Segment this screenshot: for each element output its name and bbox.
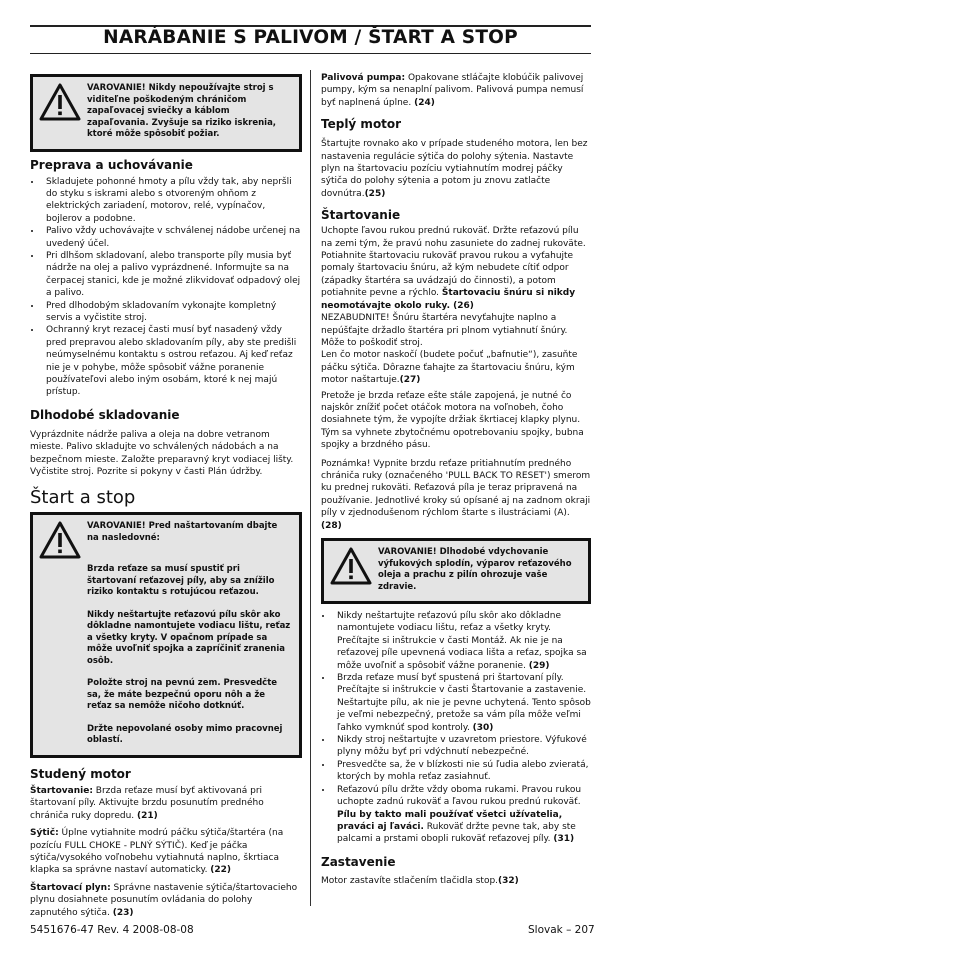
warning-text: Nikdy neštartujte reťazovú pílu skôr ako dôkladne namontujete vodiacu lištu, reťaz a všetky kryty. V opačnom prípade sa môže uvoľniť spojka a zapríčiniť zranenia osôb.	[87, 609, 291, 666]
safety-list	[321, 610, 591, 846]
figure-ref: (26)	[450, 300, 474, 311]
cold-choke-text: Sýtič: Úplne vytiahnite modrú páčku sýtiča/štartéra (na pozícíu FULL CHOKE - PLNÝ SÝTIČ). Keď je páčka sýtiča/vysokého voľnobehu vytiahnutá naplno, škrtiaca klapka sa správne nastaví automaticky. (22)	[30, 828, 284, 876]
reset-note-text: Poznámka! Vypnite brzdu reťaze pritiahnutím predného chrániča ruky (označeného 'PULL BACK TO RESET') smerom ku prednej rukoväti. Reťazová píla je teraz pripravená na používanie. Jednotlivé kroky sú opísané aj na zadnom okraji píly v zjednodušenom rýchlom štarte s ilustráciami (A). (28)	[321, 458, 591, 531]
list-item: • Skladujete pohonné hmoty a pílu vždy tak, aby nepršli do styku s iskrami alebo s otvoreným ohňom z elektrických zariadení, motorov, relé, vypínačov, bojlerov a podobne.	[42, 176, 302, 226]
warm-engine-text: Štartujte rovnako ako v prípade studeného motora, len bez nastavenia regulácie sýtiča do polohy sýtenia. Nastavte plyn na štartovaciu pozíciu vytiahnutím modrej páčky sýtiča do polohy sýtenia a potom ju znovu zatlačte dovnútra.(25)	[321, 139, 588, 199]
figure-ref: (32)	[498, 875, 519, 886]
page-number: Slovak – 207	[528, 924, 595, 936]
fuel-pump-text: Palivová pumpa: Opakovane stláčajte klobúčik palivovej pumpy, kým sa nenaplní palivom. Palivová pumpa nemusí byť naplnená úplne. (24)	[321, 73, 584, 108]
cold-starting-text: Štartovanie: Brzda reťaze musí byť aktivovaná pri štartovaní píly. Aktivujte brzdu posunutím predného chrániča ruky dopredu. (21)	[30, 785, 264, 821]
chain-brake-text: Pretože je brzda reťaze ešte stále zapojená, je nutné čo najskôr znížiť počet otáčok motora na voľnobeh, čoho dosiahnete tým, že vypojíte držiak škrtiacej klapky plynu. Tým sa vyhnete zbytočnému opotrebovaniu spojky, bubna spojky a brzdného pásu.	[321, 390, 584, 451]
label-fuel-pump: Palivová pumpa:	[321, 73, 406, 83]
figure-ref: (27)	[399, 375, 421, 386]
list-item: • Reťazovú pílu držte vždy oboma rukami. Pravou rukou uchopte zadnú rukoväť a ľavou rukou prednú rukoväť. Pílu by takto mali používať všetci užívatelia, praváci aj ľaváci. Rukoväť držte pevne tak, aby ste palcami a prstami obopli rukoväť reťazovej píly. (31)	[333, 784, 591, 846]
list-item: • Brzda reťaze musí byť spustená pri štartovaní píly. Prečítajte si inštrukcie v časti Štartovanie a zastavenie. Neštartujte pílu, ak nie je pevne uchytená. Tento spôsob je veľmi nebezpečný, pretože sa vám píla môže veľmi ľahko vymknúť spod kontroly. (30)	[333, 672, 591, 734]
warning-box-before-start	[30, 512, 302, 758]
figure-ref: (31)	[553, 834, 575, 845]
warning-box-exhaust	[321, 538, 591, 604]
figure-ref: (28)	[321, 520, 342, 531]
figure-ref: (22)	[210, 865, 232, 876]
figure-ref: (29)	[528, 660, 550, 671]
left-column	[30, 74, 302, 919]
starting-text: Uchopte ľavou rukou prednú rukoväť. Držte reťazovú pílu na zemi tým, že pravú nohu zasuniete do zadnej rukoväte. Potiahnite štartovaciu rukoväť pravou rukou a vyťahujte pomaly štartovaciu šnúru, až kým nebudete cítiť odpor (západky štartéra sa uvádzajú do činnosti), a potom potiahnite pevne a rýchlo. Štartovaciu šnúru si nikdy neomotávajte okolo ruky. (26)	[321, 226, 586, 311]
warning-text: Brzda reťaze sa musí spustiť pri štartovaní reťazovej píly, aby sa znížilo riziko kontaktu s rotujúcou reťazou.	[87, 564, 275, 598]
warning-triangle-icon	[39, 83, 81, 121]
warning-box-spark	[30, 74, 302, 152]
heading-warm-engine: Teplý motor	[321, 117, 402, 132]
heading-transport: Preprava a uchovávanie	[30, 157, 193, 172]
list-item: • Presvedčte sa, že v blízkosti nie sú ľudia alebo zvieratá, ktorých by mohla reťaz zasiahnuť.	[333, 759, 591, 784]
warning-text: Držte nepovolané osoby mimo pracovnej oblastí.	[87, 723, 283, 746]
list-item: • Pred dlhodobým skladovaním vykonajte kompletný servis a vyčistite stroj.	[42, 300, 302, 325]
label-starting: Štartovanie:	[30, 785, 93, 796]
list-item: • Palivo vždy uchovávajte v schválenej nádobe určenej na uvedený účel.	[42, 225, 302, 250]
heading-start-stop: Štart a stop	[30, 487, 136, 509]
warning-text: VAROVANIE! Dlhodobé vdychovanie výfukových splodín, výparov reťazového oleja a prachu z pilín ohrozuje vaše zdravie.	[378, 547, 572, 592]
column-divider	[310, 70, 311, 906]
figure-ref: (24)	[414, 97, 435, 108]
heading-cold-engine: Studený motor	[30, 766, 131, 781]
heading-stopping: Zastavenie	[321, 854, 396, 869]
heading-storage: Dlhodobé skladovanie	[30, 407, 180, 422]
list-item: • Ochranný kryt rezacej časti musí byť nasadený vždy pred prepravou alebo skladovaním píly, aby ste predišli neúmyselnému kontaktu s ostrou reťazou. Aj keď reťaz nie je v pohybe, môže spôsobiť vážne poranenie používateľovi alebo iným osobám, ktoré k nej majú prístup.	[42, 324, 302, 398]
warning-text: VAROVANIE! Nikdy nepoužívajte stroj s viditeľne poškodeným chráničom zapaľovacej sviečky a káblom zapaľovania. Zvyšuje sa riziko iskrenia, ktoré môže spôsobiť požiar.	[87, 83, 277, 139]
label-start-throttle: Štartovací plyn:	[30, 882, 111, 893]
starting-choke-text: Len čo motor naskočí (budete počuť „bafnutie“), zasuňte páčku sýtiča. Dôrazne ťahajte za štartovaciu šnúru, kým motor naštartuje.(27)	[321, 350, 578, 386]
cold-throttle-text: Štartovací plyn: Správne nastavenie sýtiča/štartovacieho plynu dosiahnete posunutím ovládania do polohy zapnutého sýtiča. (23)	[30, 882, 298, 918]
label-choke: Sýtič:	[30, 828, 59, 839]
stopping-text: Motor zastavíte stlačením tlačidla stop.(32)	[321, 875, 519, 886]
list-item: • Nikdy neštartujte reťazovú pílu skôr ako dôkladne namontujete vodiacu lištu, reťaz a všetky kryty. Prečítajte si inštrukcie v časti Montáž. Ak nie je na reťazovej píle upevnená vodiaca lišta a reťaz, spojka sa môže uvoľniť a spôsobiť vážne poranenie. (29)	[333, 610, 591, 672]
figure-ref: (30)	[472, 722, 494, 733]
warning-triangle-icon	[330, 547, 372, 585]
storage-text: Vyprázdnite nádrže paliva a oleja na dobre vetranom mieste. Palivo skladujte vo schválených nádobách a na bezpečnom mieste. Založte preparavný kryt vodiacej lišty. Vyčistite stroj. Pozrite si pokyny v časti Plán údržby.	[30, 429, 294, 478]
starting-note: NEZABUDNITE! Šnúru štartéra nevyťahujte naplno a nepúšťajte držadlo štartéra pri plnom vytiahnutí šnúry. Môže to poškodiť stroj.	[321, 313, 568, 348]
figure-ref: (23)	[112, 907, 134, 918]
figure-ref: (21)	[137, 810, 158, 821]
title-rule	[30, 53, 591, 54]
warning-text: Položte stroj na pevnú zem. Presvedčte sa, že máte bezpečnú oporu nôh a že reťaz sa nemôže ničoho dotknúť.	[87, 678, 278, 712]
warning-triangle-icon	[39, 521, 81, 559]
transport-list	[30, 176, 302, 399]
page-title: NARÁBANIE S PALIVOM / ŠTART A STOP	[103, 27, 518, 48]
document-reference: 5451676-47 Rev. 4 2008-08-08	[30, 924, 194, 936]
list-item: • Pri dlhšom skladovaní, alebo transporte píly musia byť nádrže na olej a palivo vyprázdnené. Informujte sa na čerpacej stanici, kde je možné zlikvidovať odpadový olej a palivo.	[42, 250, 302, 300]
figure-ref: (25)	[364, 188, 386, 199]
list-item: • Nikdy stroj neštartujte v uzavretom priestore. Výfukové plyny môžu byť pri vdýchnutí nebezpečné.	[333, 734, 591, 759]
warning-text: VAROVANIE! Pred naštartovaním dbajte na nasledovné:	[87, 521, 278, 543]
heading-starting: Štartovanie	[321, 208, 401, 223]
right-column	[321, 72, 591, 887]
